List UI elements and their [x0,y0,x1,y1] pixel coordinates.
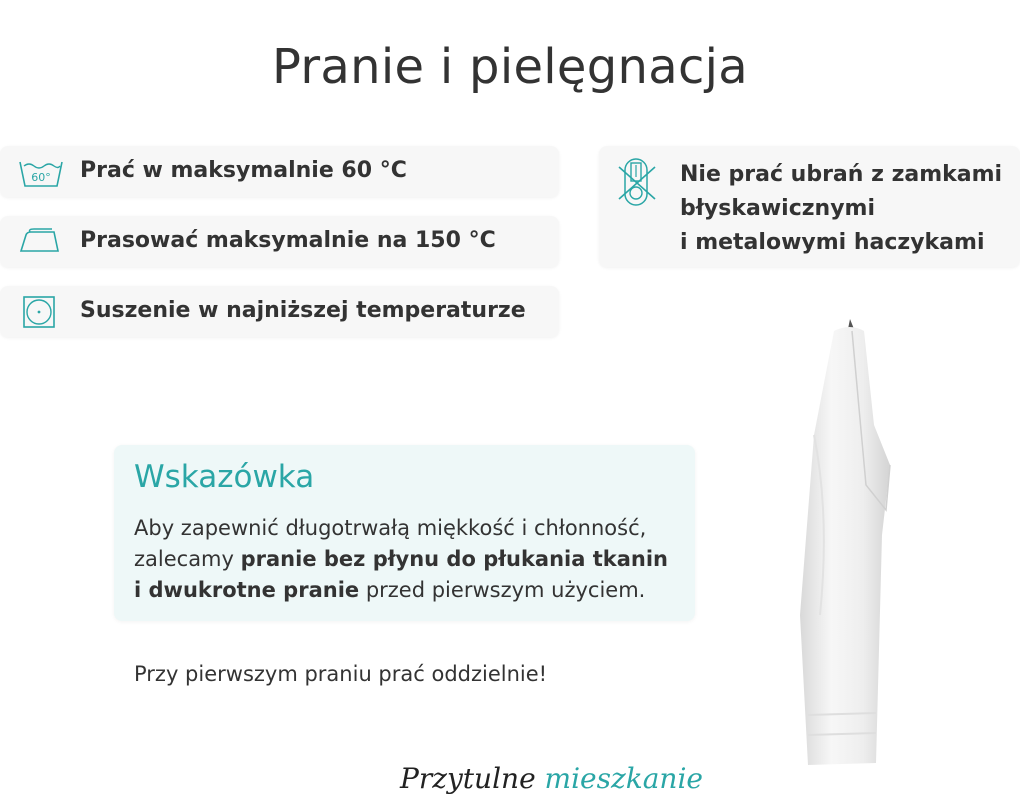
no-zipper-line-2: błyskawicznymi [680,196,876,221]
brand-logo-part1: Przytulne [400,762,536,795]
no-zipper-label [680,158,1002,260]
tip-line-2-start: zalecamy [134,547,241,571]
wash-60-icon [18,156,64,190]
no-zipper-icon [617,155,657,209]
page-title: Pranie i pielęgnacja [271,39,749,96]
tip-line-1: Aby zapewnić długotrwałą miękkość i chłonność, [134,516,647,540]
towel-image [790,315,900,775]
tip-line-2-bold: pranie bez płynu do płukania tkanin [240,547,669,571]
care-item-dry-label: Suszenie w najniższej temperaturze [80,298,526,323]
tip-text [134,513,694,606]
wash-temp-label: 60° [31,171,51,184]
tip-line-3 [134,575,694,606]
care-item-wash-label: Prać w maksymalnie 60 °C [80,158,407,183]
no-zipper-line-1: Nie prać ubrań z zamkami [680,162,1003,187]
tip-box [114,445,695,621]
iron-icon [18,227,64,257]
first-wash-note: Przy pierwszym praniu prać oddzielnie! [134,662,548,686]
brand-logo [400,762,703,795]
tip-heading: Wskazówka [134,459,315,495]
brand-logo-part2: mieszkanie [544,762,703,795]
tip-line-2 [134,544,694,575]
tip-line-3-end: przed pierwszym użyciem. [359,578,646,602]
tip-line-3-bold: i dwukrotne pranie [134,578,360,602]
no-zipper-line-3: i metalowymi haczykami [680,230,985,255]
tumble-dry-low-icon [22,295,56,329]
care-item-iron-label: Prasować maksymalnie na 150 °C [80,228,496,253]
